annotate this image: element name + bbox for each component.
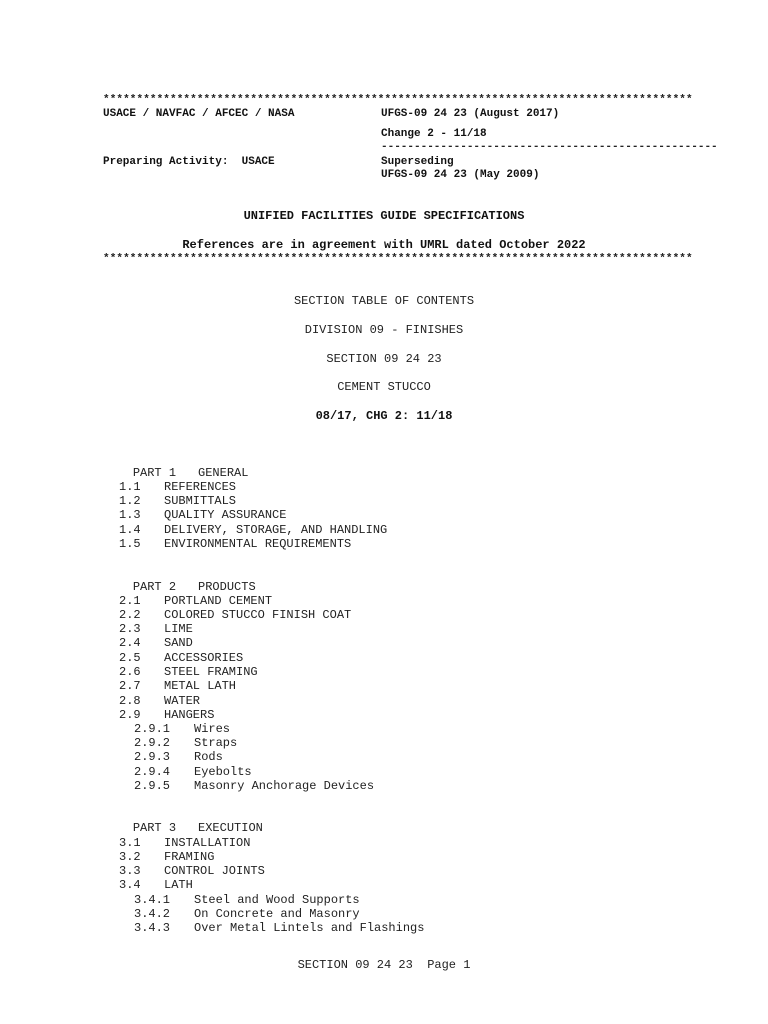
preparing-activity: Preparing Activity: USACE: [103, 156, 275, 168]
toc-item[interactable]: 3.3 CONTROL JOINTS: [119, 864, 265, 878]
toc-subitem[interactable]: 3.4.3 Over Metal Lintels and Flashings: [134, 921, 425, 935]
toc-subitem[interactable]: 2.9.1 Wires: [134, 722, 231, 736]
part-label: PART 3: [132, 821, 177, 835]
toc-item[interactable]: 2.2 COLORED STUCCO FINISH COAT: [119, 608, 352, 622]
toc-item[interactable]: 1.1 REFERENCES: [119, 480, 237, 494]
part-label: PART 2: [132, 580, 177, 594]
section-title: CEMENT STUCCO: [337, 380, 431, 394]
toc-item[interactable]: 1.2 SUBMITTALS: [119, 494, 237, 508]
part-name: PRODUCTS: [198, 580, 256, 594]
toc-item[interactable]: 2.5 ACCESSORIES: [119, 651, 244, 665]
toc-item[interactable]: 1.5 ENVIRONMENTAL REQUIREMENTS: [119, 537, 352, 551]
toc-item[interactable]: 2.3 LIME: [119, 622, 193, 636]
toc-item[interactable]: 3.1 INSTALLATION: [119, 836, 251, 850]
toc-item[interactable]: 2.8 WATER: [119, 694, 201, 708]
superseding-label: Superseding: [381, 156, 454, 168]
toc-heading: SECTION TABLE OF CONTENTS: [293, 294, 475, 308]
toc-item[interactable]: 2.6 STEEL FRAMING: [119, 665, 258, 679]
toc-subitem[interactable]: 2.9.2 Straps: [134, 736, 238, 750]
toc-subitem[interactable]: 3.4.2 On Concrete and Masonry: [134, 907, 360, 921]
toc-item[interactable]: 2.4 SAND: [119, 636, 193, 650]
toc-item[interactable]: 1.3 QUALITY ASSURANCE: [119, 508, 287, 522]
toc-item[interactable]: 2.7 METAL LATH: [119, 679, 237, 693]
toc-subitem[interactable]: 2.9.5 Masonry Anchorage Devices: [134, 779, 375, 793]
change-label: Change 2 - 11/18: [381, 128, 487, 140]
division-label: DIVISION 09 - FINISHES: [304, 323, 464, 337]
toc-subitem[interactable]: 2.9.4 Eyebolts: [134, 765, 252, 779]
toc-item[interactable]: 1.4 DELIVERY, STORAGE, AND HANDLING: [119, 523, 388, 537]
main-title: UNIFIED FACILITIES GUIDE SPECIFICATIONS: [243, 209, 525, 223]
section-date: 08/17, CHG 2: 11/18: [315, 409, 453, 423]
section-number: SECTION 09 24 23: [326, 352, 442, 366]
ufgs-number: UFGS-09 24 23 (August 2017): [381, 108, 560, 120]
dash-rule: ---------------------------------------------------: [381, 141, 718, 153]
toc-subitem[interactable]: 2.9.3 Rods: [134, 750, 223, 764]
page-footer: SECTION 09 24 23 Page 1: [297, 958, 471, 972]
part-name: EXECUTION: [198, 821, 263, 835]
toc-item[interactable]: 2.9 HANGERS: [119, 708, 215, 722]
agencies-label: USACE / NAVFAC / AFCEC / NASA: [103, 108, 295, 120]
superseding-value: UFGS-09 24 23 (May 2009): [381, 169, 540, 181]
toc-item[interactable]: 2.1 PORTLAND CEMENT: [119, 594, 273, 608]
references-note: References are in agreement with UMRL dated October 2022: [182, 238, 586, 252]
toc-item[interactable]: 3.4 LATH: [119, 878, 193, 892]
toc-item[interactable]: 3.2 FRAMING: [119, 850, 215, 864]
part-name: GENERAL: [198, 466, 249, 480]
part-label: PART 1: [132, 466, 177, 480]
asterisk-rule-top: ****************************************************************************************: [103, 94, 693, 106]
asterisk-rule-bottom: ****************************************************************************************: [103, 253, 693, 265]
toc-subitem[interactable]: 3.4.1 Steel and Wood Supports: [134, 893, 360, 907]
